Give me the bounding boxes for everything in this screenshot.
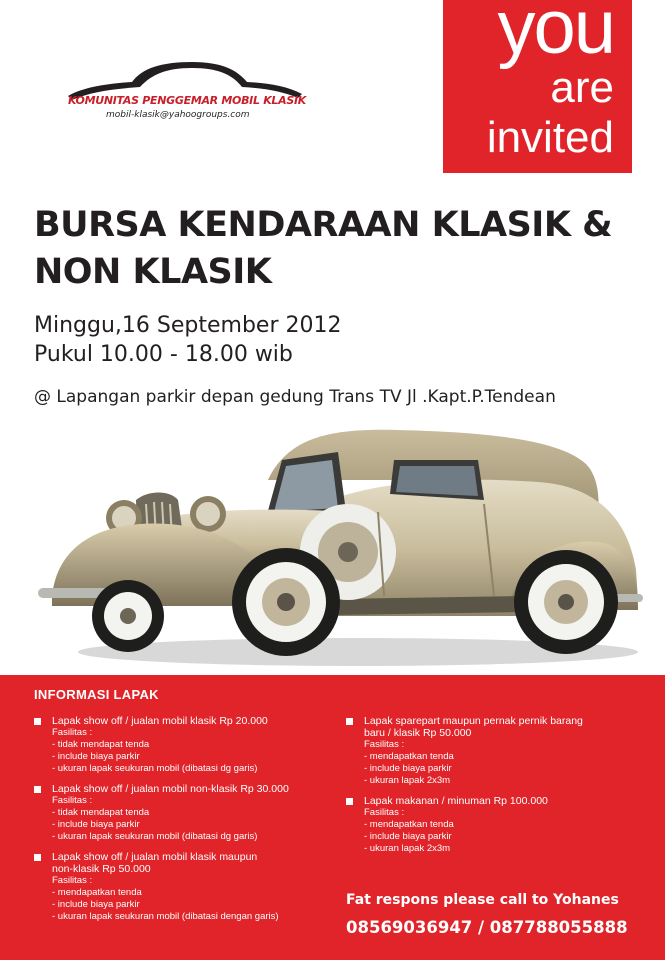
stall-title: non-klasik Rp 50.000 xyxy=(52,863,151,875)
stall-title: baru / klasik Rp 50.000 xyxy=(364,727,472,739)
bullet-icon xyxy=(34,854,41,861)
event-time: Pukul 10.00 - 18.00 wib xyxy=(34,342,293,367)
club-logo xyxy=(62,58,312,128)
stall-item xyxy=(346,795,646,855)
stall-title: Lapak makanan / minuman Rp 100.000 xyxy=(364,795,548,807)
event-title-line-1: BURSA KENDARAAN KLASIK & xyxy=(34,205,613,245)
info-column-left xyxy=(34,715,334,931)
facility-detail: - tidak mendapat tenda xyxy=(52,739,150,750)
stall-item xyxy=(34,851,334,923)
stall-title: Lapak show off / jualan mobil klasik Rp 20.000 xyxy=(52,715,268,727)
event-venue: @ Lapangan parkir depan gedung Trans TV Jl .Kapt.P.Tendean xyxy=(34,387,556,407)
invite-line-3: invited xyxy=(486,113,614,162)
event-date: Minggu,16 September 2012 xyxy=(34,313,342,338)
facility-detail: - include biaya parkir xyxy=(52,819,140,830)
facility-detail: - mendapatkan tenda xyxy=(52,887,142,898)
info-heading: INFORMASI LAPAK xyxy=(34,687,159,702)
facilities-label: Fasilitas : xyxy=(364,807,405,818)
stall-item xyxy=(346,715,646,787)
info-panel xyxy=(0,675,665,960)
facility-detail: - ukuran lapak seukuran mobil (dibatasi dg garis) xyxy=(52,831,258,842)
facility-detail: - ukuran lapak seukuran mobil (dibatasi dengan garis) xyxy=(52,911,279,922)
facility-detail: - include biaya parkir xyxy=(52,751,140,762)
stall-title: Lapak show off / jualan mobil klasik maupun xyxy=(52,851,258,863)
bullet-icon xyxy=(34,786,41,793)
invite-line-2: are xyxy=(550,63,614,112)
facilities-label: Fasilitas : xyxy=(364,739,405,750)
stall-item xyxy=(34,783,334,843)
facility-detail: - ukuran lapak 2x3m xyxy=(364,843,451,854)
facility-detail: - include biaya parkir xyxy=(364,831,452,842)
info-column-right xyxy=(346,715,646,863)
bullet-icon xyxy=(346,718,353,725)
event-title-line-2: NON KLASIK xyxy=(34,252,272,292)
call-to-action: Fat respons please call to Yohanes xyxy=(346,892,619,908)
invitation-box xyxy=(443,0,632,173)
stall-title: Lapak show off / jualan mobil non-klasik Rp 30.000 xyxy=(52,783,289,795)
stall-item xyxy=(34,715,334,775)
facility-detail: - ukuran lapak 2x3m xyxy=(364,775,451,786)
facilities-label: Fasilitas : xyxy=(52,795,93,806)
invite-line-1: you xyxy=(497,0,614,70)
classic-car-image xyxy=(38,420,643,680)
bullet-icon xyxy=(346,798,353,805)
facility-detail: - mendapatkan tenda xyxy=(364,751,454,762)
facilities-label: Fasilitas : xyxy=(52,875,93,886)
contact-phones: 08569036947 / 087788055888 xyxy=(346,918,628,937)
facility-detail: - mendapatkan tenda xyxy=(364,819,454,830)
event-title xyxy=(34,202,654,296)
stall-title: Lapak sparepart maupun pernak pernik barang xyxy=(364,715,583,727)
facility-detail: - include biaya parkir xyxy=(364,763,452,774)
facility-detail: - include biaya parkir xyxy=(52,899,140,910)
facilities-label: Fasilitas : xyxy=(52,727,93,738)
logo-name: KOMUNITAS PENGGEMAR MOBIL KLASIK xyxy=(68,94,306,107)
logo-email: mobil-klasik@yahoogroups.com xyxy=(106,110,250,120)
bullet-icon xyxy=(34,718,41,725)
facility-detail: - tidak mendapat tenda xyxy=(52,807,150,818)
facility-detail: - ukuran lapak seukuran mobil (dibatasi dg garis) xyxy=(52,763,258,774)
